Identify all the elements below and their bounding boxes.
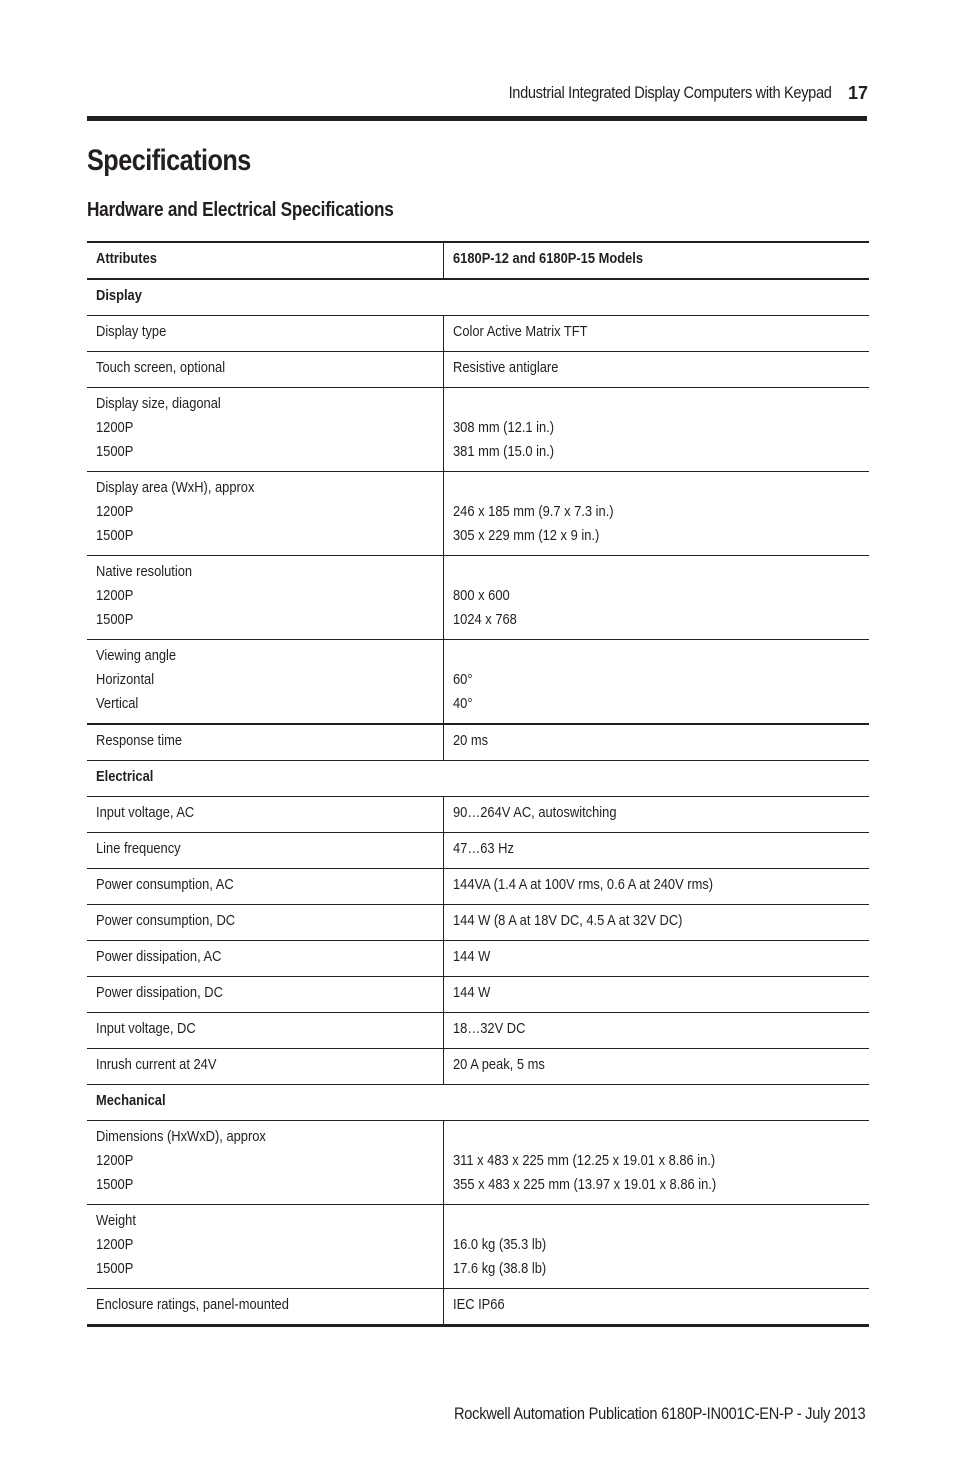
table-row (87, 797, 869, 833)
attribute-cell (87, 316, 443, 352)
value-cell (443, 1013, 869, 1049)
table-row (87, 905, 869, 941)
table-row (87, 977, 869, 1013)
attribute-cell (87, 941, 443, 977)
attribute-text: 1200P (96, 419, 134, 436)
attribute-text: Display type (96, 323, 167, 340)
table-row (87, 869, 869, 905)
attribute-text: 1200P (96, 503, 134, 520)
attribute-cell (87, 869, 443, 905)
attribute-cell (87, 640, 443, 725)
value-cell (443, 1121, 869, 1205)
table-row (87, 1121, 869, 1205)
value-text: 20 A peak, 5 ms (452, 1056, 545, 1073)
attribute-cell (87, 1013, 443, 1049)
value-cell (443, 905, 869, 941)
value-cell (443, 388, 869, 472)
value-text: Color Active Matrix TFT (452, 323, 588, 340)
value-text (453, 476, 861, 500)
value-text: 305 x 229 mm (12 x 9 in.) (452, 527, 599, 544)
table-row (87, 472, 869, 556)
attribute-text: Power dissipation, AC (96, 948, 222, 965)
value-cell (443, 640, 869, 725)
table-row (87, 640, 869, 725)
running-header-title: Industrial Integrated Display Computers with Keypad (509, 83, 832, 102)
value-cell (443, 316, 869, 352)
attribute-text: Response time (96, 732, 183, 749)
table-row (87, 388, 869, 472)
table-row (87, 833, 869, 869)
value-text (453, 644, 861, 668)
attribute-cell (87, 1205, 443, 1289)
value-text: 381 mm (15.0 in.) (452, 443, 554, 460)
attribute-text: Weight (96, 1212, 136, 1229)
column-header-models: 6180P-12 and 6180P-15 Models (443, 242, 869, 279)
attribute-text: 1500P (96, 1260, 134, 1277)
table-group-row (87, 761, 869, 797)
attribute-text: 1200P (96, 587, 134, 604)
attribute-cell (87, 724, 443, 761)
attribute-cell (87, 977, 443, 1013)
value-text: 144 W (8 A at 18V DC, 4.5 A at 32V DC) (452, 912, 682, 929)
attribute-text: Dimensions (HxWxD), approx (96, 1128, 266, 1145)
table-row (87, 316, 869, 352)
value-text: 17.6 kg (38.8 lb) (452, 1260, 546, 1277)
group-label: Display (87, 279, 869, 316)
attribute-cell (87, 1121, 443, 1205)
value-text: 18…32V DC (452, 1020, 525, 1037)
value-text: 1024 x 768 (452, 611, 517, 628)
attribute-text: Input voltage, DC (96, 1020, 196, 1037)
attribute-cell (87, 1289, 443, 1326)
attribute-text: Power consumption, DC (96, 912, 236, 929)
table-row (87, 724, 869, 761)
value-cell (443, 724, 869, 761)
value-text: 40° (452, 695, 473, 712)
table-row (87, 352, 869, 388)
specifications-table-body (87, 279, 869, 1326)
attribute-text: 1500P (96, 611, 134, 628)
attribute-cell (87, 833, 443, 869)
attribute-cell (87, 1049, 443, 1085)
value-cell (443, 472, 869, 556)
value-text: 90…264V AC, autoswitching (452, 804, 617, 821)
table-row (87, 556, 869, 640)
attribute-text: Input voltage, AC (96, 804, 195, 821)
value-text (453, 560, 861, 584)
value-cell (443, 1289, 869, 1326)
value-text: 308 mm (12.1 in.) (452, 419, 554, 436)
value-cell (443, 1049, 869, 1085)
value-text: 144 W (452, 984, 490, 1001)
table-row (87, 941, 869, 977)
attribute-text: Vertical (96, 695, 139, 712)
table-row (87, 1013, 869, 1049)
section-title: Hardware and Electrical Specifications (87, 199, 394, 221)
value-cell (443, 833, 869, 869)
value-cell (443, 869, 869, 905)
specifications-table (87, 241, 869, 1327)
table-row (87, 1049, 869, 1085)
attribute-cell (87, 388, 443, 472)
value-text: 800 x 600 (452, 587, 510, 604)
value-text: IEC IP66 (452, 1296, 505, 1313)
attribute-text: Power consumption, AC (96, 876, 234, 893)
value-text: 16.0 kg (35.3 lb) (452, 1236, 546, 1253)
value-cell (443, 797, 869, 833)
value-text: 246 x 185 mm (9.7 x 7.3 in.) (452, 503, 614, 520)
attribute-cell (87, 797, 443, 833)
attribute-text: Display size, diagonal (96, 395, 221, 412)
attribute-text: 1200P (96, 1236, 134, 1253)
attribute-text: Touch screen, optional (96, 359, 226, 376)
attribute-text: Power dissipation, DC (96, 984, 223, 1001)
value-text: 60° (452, 671, 473, 688)
attribute-text: Viewing angle (96, 647, 177, 664)
value-text: 20 ms (452, 732, 488, 749)
attribute-cell (87, 556, 443, 640)
value-cell (443, 556, 869, 640)
publication-footer: Rockwell Automation Publication 6180P-IN001C-EN-P - July 2013 (453, 1404, 865, 1423)
table-group-row (87, 1085, 869, 1121)
attribute-text: 1500P (96, 1176, 134, 1193)
value-cell (443, 977, 869, 1013)
table-row (87, 1289, 869, 1326)
value-text: 144VA (1.4 A at 100V rms, 0.6 A at 240V rms) (452, 876, 713, 893)
value-cell (443, 1205, 869, 1289)
attribute-text: Enclosure ratings, panel-mounted (96, 1296, 289, 1313)
value-text (453, 392, 861, 416)
attribute-cell (87, 352, 443, 388)
table-group-row (87, 279, 869, 316)
attribute-text: 1500P (96, 527, 134, 544)
attribute-text: Native resolution (96, 563, 193, 580)
value-cell (443, 352, 869, 388)
table-header-row (87, 242, 869, 279)
header-divider (87, 116, 867, 121)
attribute-text: 1500P (96, 443, 134, 460)
attribute-cell (87, 905, 443, 941)
value-text: 355 x 483 x 225 mm (13.97 x 19.01 x 8.86 in.) (452, 1176, 716, 1193)
page-title: Specifications (87, 144, 251, 177)
value-text (453, 1209, 861, 1233)
attribute-cell (87, 472, 443, 556)
attribute-text: Inrush current at 24V (96, 1056, 217, 1073)
value-text: 144 W (452, 948, 490, 965)
table-row (87, 1205, 869, 1289)
value-cell (443, 941, 869, 977)
attribute-text: 1200P (96, 1152, 134, 1169)
value-text: Resistive antiglare (452, 359, 558, 376)
group-label: Mechanical (87, 1085, 869, 1121)
group-label: Electrical (87, 761, 869, 797)
attribute-text: Display area (WxH), approx (96, 479, 255, 496)
value-text (453, 1125, 861, 1149)
attribute-text: Horizontal (96, 671, 155, 688)
page-number: 17 (847, 83, 868, 103)
value-text: 311 x 483 x 225 mm (12.25 x 19.01 x 8.86 in.) (452, 1152, 715, 1169)
column-header-attributes: Attributes (87, 242, 443, 279)
value-text: 47…63 Hz (452, 840, 514, 857)
attribute-text: Line frequency (96, 840, 181, 857)
